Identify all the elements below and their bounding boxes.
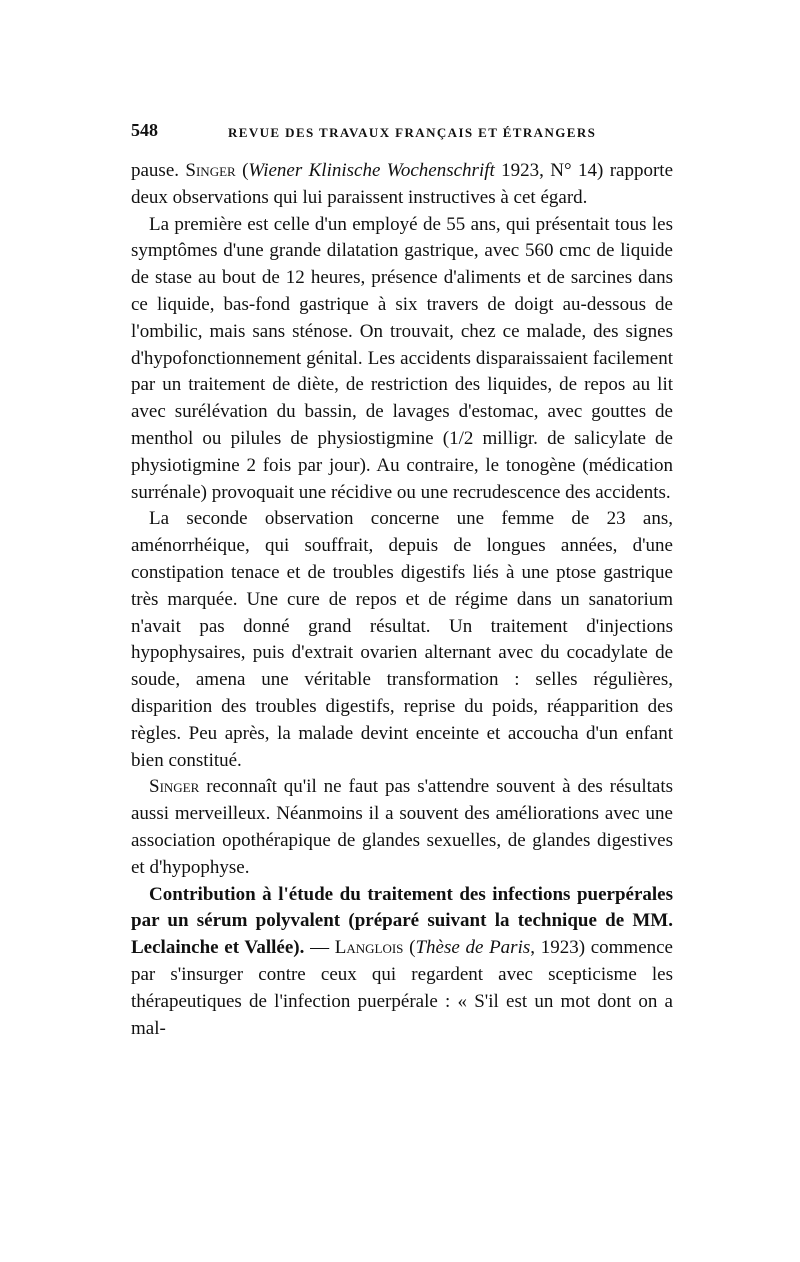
- body-text: [131, 158, 673, 1042]
- paragraph-4: [131, 774, 673, 881]
- paragraph-2: La première est celle d'un employé de 55 ans, qui présentait tous les symptômes d'une grande dilatation gastrique, avec 560 cmc de liquide de stase au bout de 12 heures, présence d'aliments et de sarcines dans ce liquide, bas-fond gastrique à six travers de doigt au-dessous de l'ombilic, mais sans sténose. On trouvait, chez ce malade, des signes d'hypofonctionnement génital. Les accidents disparaissaient facilement par un traitement de diète, de restriction des liquides, de repos au lit avec surélévation du bassin, de lavages d'estomac, avec gouttes de menthol ou pilules de physiostigmine (1/2 milligr. de salicylate de physiotigmine 2 fois par jour). Au contraire, le tonogène (médication surrénale) provoquait une récidive ou une recrudescence des accidents.: [131, 213, 673, 503]
- running-title: REVUE DES TRAVAUX FRANÇAIS ET ÉTRANGERS: [228, 125, 597, 140]
- author-langlois: Langlois: [334, 937, 404, 959]
- paren-open: (: [235, 160, 249, 181]
- paragraph-1-lead: pause.: [131, 160, 186, 181]
- author-singer: Singer: [185, 160, 236, 181]
- page-number: 548: [131, 120, 158, 140]
- thesis-title: Thèse de Paris: [415, 937, 531, 959]
- author-singer-2: Singer: [149, 776, 200, 798]
- paragraph-3: La seconde observation concerne une femme de 23 ans, aménorrhéique, qui souffrait, depuis de longues années, d'une constipation tenace et de troubles digestifs liés à une ptose gastrique très marquée. Une cure de repos et de régime dans un sanatorium n'avait pas donné grand résultat. Un traitement d'injections hypophysaires, puis d'extrait ovarien alternant avec du cocadylate de soude, amena une véritable transformation : selles régulières, disparition des troubles digestifs, reprise du poids, réapparition des règles. Peu après, la malade devint enceinte et accoucha d'un enfant bien constitué.: [131, 508, 673, 771]
- paragraph-5-rest: , 1923) commence par s'insurger contre ceux qui regardent avec scepticisme les thérapeutiques de l'infection puerpérale : « S'il est un mot dont on a mal-: [131, 937, 673, 1039]
- section-heading: Contribution à l'étude du traitement des infections puerpérales par un sérum polyvalent (préparé suivant la technique de MM. Leclainche et Vallée).: [131, 883, 673, 959]
- paragraph-1: [131, 158, 673, 212]
- paragraph-1-rest: 1923, N° 14) rapporte deux observations qui lui paraissent instructives à cet égard.: [131, 160, 674, 208]
- paragraph-4-rest: reconnaît qu'il ne faut pas s'attendre souvent à des résultats aussi merveilleux. Néanmoins il a souvent des améliorations avec une association opothérapique de glandes sexuelles, de glandes digestives et d'hypophyse.: [131, 776, 673, 878]
- paragraph-5: [131, 882, 673, 1043]
- paren-open-2: (: [403, 937, 416, 959]
- heading-dash: —: [304, 937, 335, 959]
- journal-title: Wiener Klinische Wochenschrift: [248, 160, 495, 181]
